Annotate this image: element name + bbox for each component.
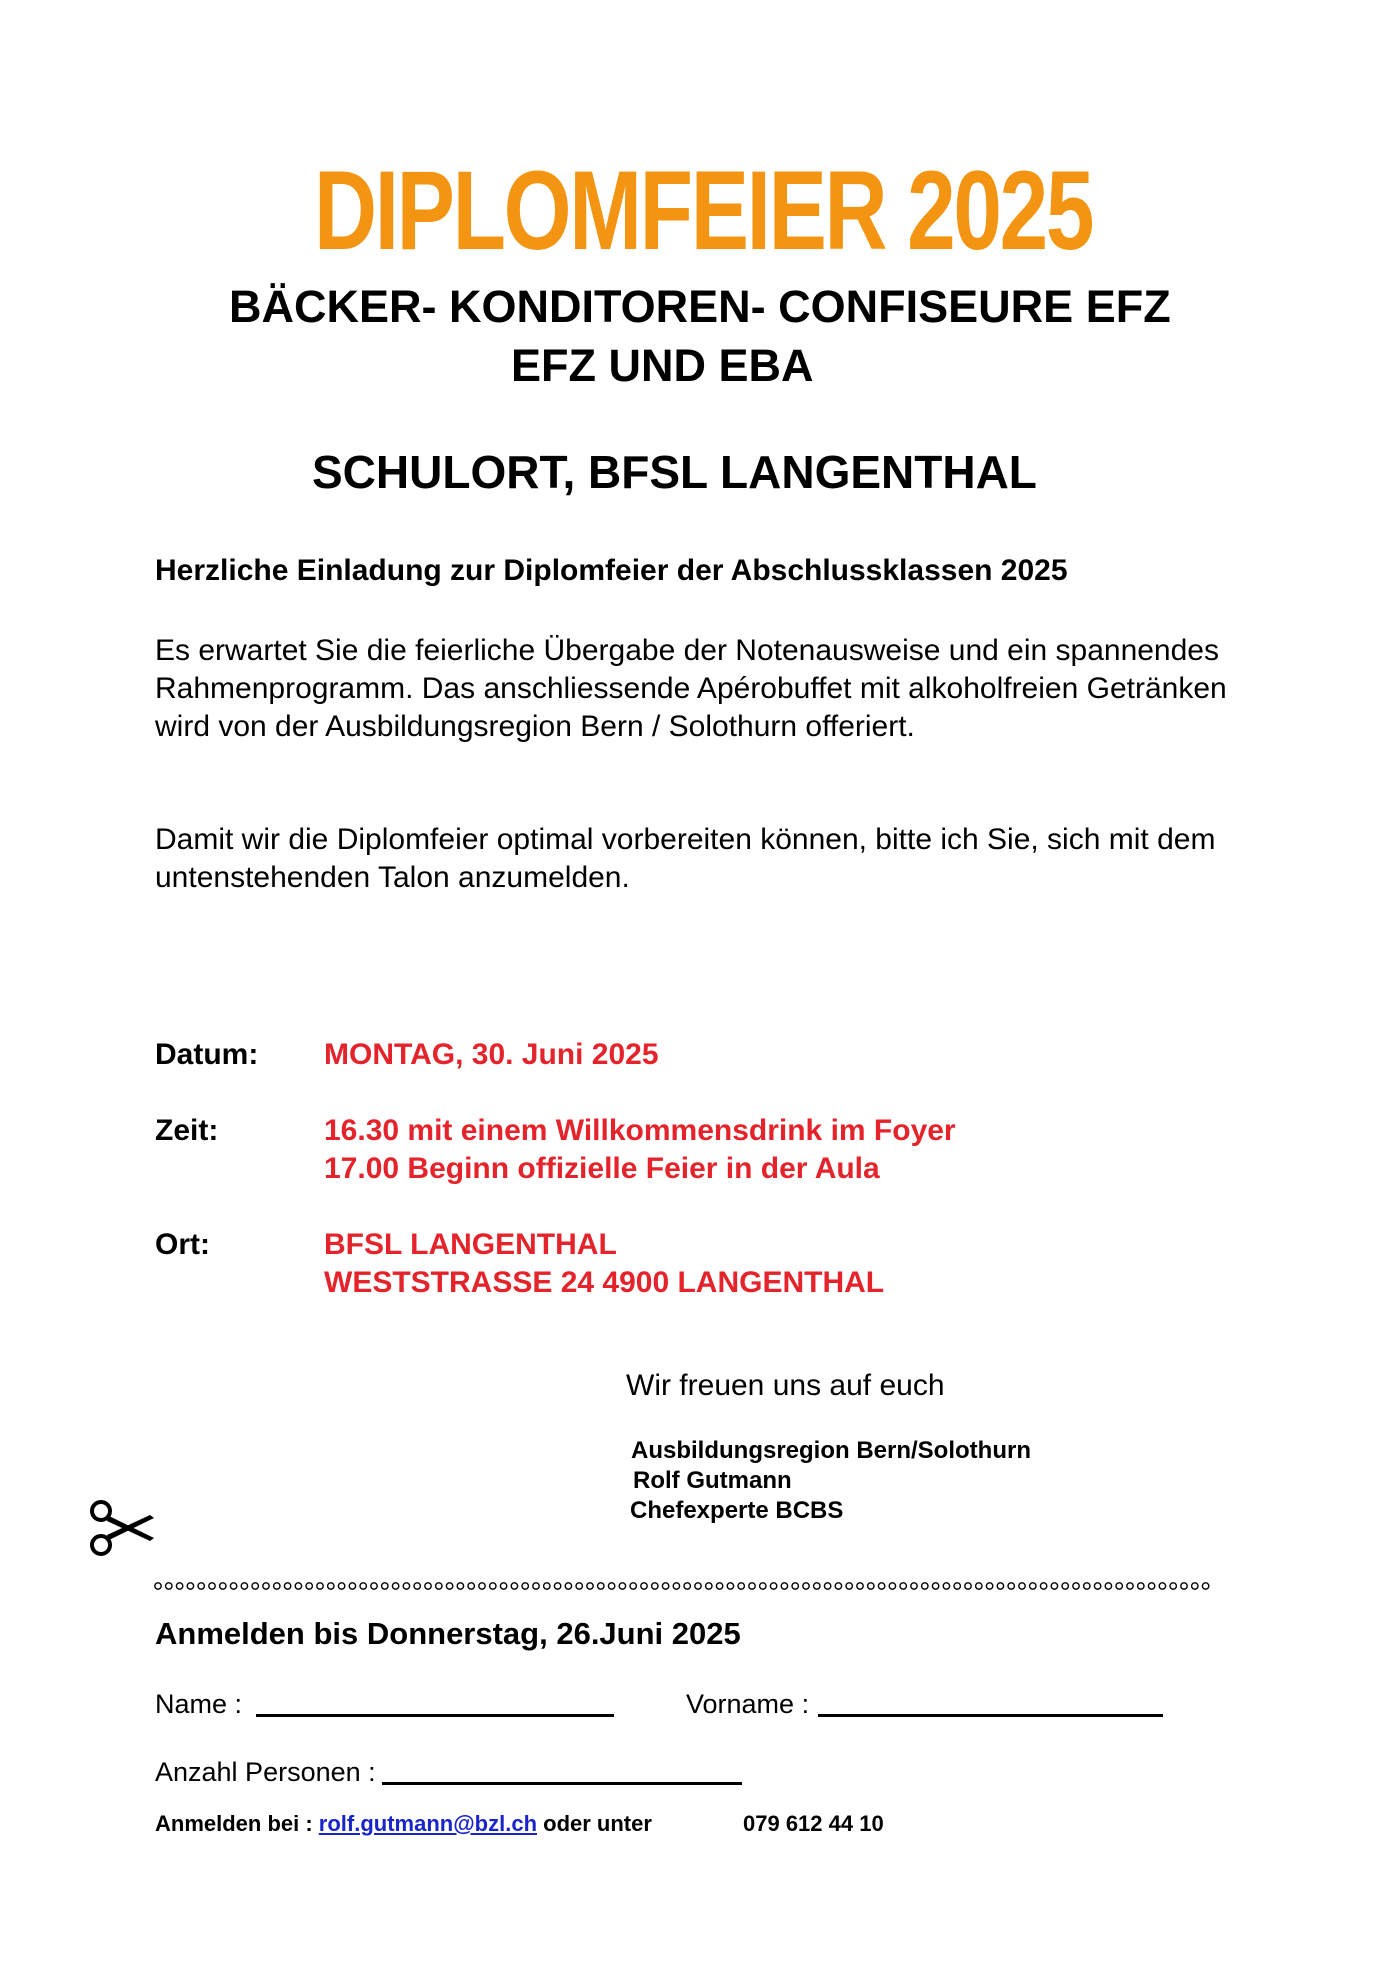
registration-request-paragraph: Damit wir die Diplomfeier optimal vorbereiten können, bitte ich Sie, sich mit dem untenstehenden Talon anzumelden.	[155, 823, 1216, 894]
registration-deadline: Anmelden bis Donnerstag, 26.Juni 2025	[155, 1616, 741, 1651]
name-field-line[interactable]	[256, 1714, 614, 1717]
page-title: DIPLOMFEIER 2025	[314, 148, 1093, 273]
invitation-heading: Herzliche Einladung zur Diplomfeier der Abschlussklassen 2025	[155, 554, 1068, 587]
phone-number: 079 612 44 10	[743, 1811, 884, 1836]
contact-middle: oder unter	[537, 1811, 652, 1836]
time-value-ceremony: 17.00 Beginn offizielle Feier in der Aula	[324, 1152, 880, 1185]
contact-line	[155, 1813, 652, 1835]
signature-organization: Ausbildungsregion Bern/Solothurn	[631, 1437, 1031, 1464]
subtitle-professions: BÄCKER- KONDITOREN- CONFISEURE EFZ	[229, 281, 1171, 332]
subtitle-levels: EFZ UND EBA	[511, 340, 814, 391]
firstname-field-line[interactable]	[818, 1714, 1163, 1717]
intro-paragraph: Es erwartet Sie die feierliche Übergabe der Notenausweise und ein spannendes Rahmenprogramm. Das anschliessende Apérobuffet mit alkoholfreien Getränken wird von der Ausbildungsregion Bern / Solothurn offeriert.	[155, 634, 1227, 743]
name-field-label: Name :	[155, 1689, 243, 1719]
place-value-venue: BFSL LANGENTHAL	[324, 1228, 617, 1261]
date-value: MONTAG, 30. Juni 2025	[324, 1038, 659, 1071]
place-value-address: WESTSTRASSE 24 4900 LANGENTHAL	[324, 1266, 885, 1299]
scissors-icon	[88, 1498, 160, 1558]
time-label: Zeit:	[155, 1114, 219, 1147]
cut-line	[153, 1579, 1213, 1593]
contact-prefix: Anmelden bei :	[155, 1811, 319, 1836]
persons-field-label: Anzahl Personen :	[155, 1757, 376, 1787]
school-location-heading: SCHULORT, BFSL LANGENTHAL	[312, 446, 1037, 498]
place-label: Ort:	[155, 1228, 210, 1261]
signature-role: Chefexperte BCBS	[630, 1497, 844, 1524]
time-value-welcome: 16.30 mit einem Willkommensdrink im Foyer	[324, 1114, 956, 1147]
signature-name: Rolf Gutmann	[633, 1467, 792, 1494]
email-link[interactable]: rolf.gutmann@bzl.ch	[318, 1811, 538, 1836]
date-label: Datum:	[155, 1038, 259, 1071]
closing-greeting: Wir freuen uns auf euch	[626, 1369, 945, 1402]
persons-field-line[interactable]	[382, 1782, 742, 1785]
firstname-field-label: Vorname :	[686, 1689, 810, 1719]
